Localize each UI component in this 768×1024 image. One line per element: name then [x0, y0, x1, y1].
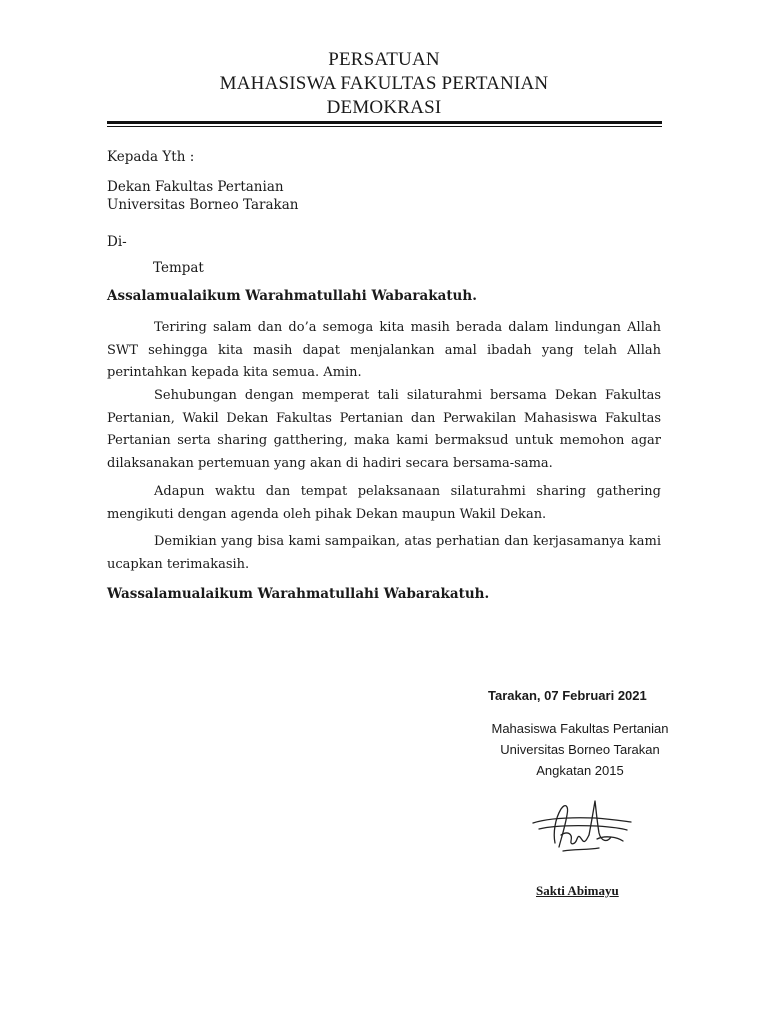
opening-salutation: Assalamualaikum Warahmatullahi Wabarakatuh.: [107, 288, 477, 304]
paragraph-1: Teriring salam dan do’a semoga kita masih berada dalam lindungan Allah SWT sehingga kita masih dapat menjalankan amal ibadah yang telah Allah perintahkan kepada kita semua. Amin.: [107, 320, 661, 380]
letterhead: [0, 48, 768, 120]
letterhead-line-2: MAHASISWA FAKULTAS PERTANIAN: [219, 73, 549, 94]
recipient-tempat: Tempat: [153, 260, 204, 276]
recipient-name-line-2: Universitas Borneo Tarakan: [107, 197, 299, 213]
signer-name: Sakti Abimayu: [536, 883, 619, 898]
header-rule-thick: [107, 121, 662, 124]
letterhead-line-3: DEMOKRASI: [326, 97, 442, 118]
closing-salutation: Wassalamualaikum Warahmatullahi Wabarakatuh.: [107, 586, 490, 602]
header-rule-thin: [107, 126, 662, 127]
recipient-name-line-1: Dekan Fakultas Pertanian: [107, 179, 284, 195]
org-line-3: Angkatan 2015: [536, 763, 624, 778]
paragraph-2: Sehubungan dengan memperat tali silaturahmi bersama Dekan Fakultas Pertanian, Wakil Dekan Fakultas Pertanian dan Perwakilan Mahasiswa Fakultas Pertanian serta sharing gatthering, maka kami bermaksud untuk memohon agar dilaksanakan pertemuan yang akan di hadiri secara bersama-sama.: [107, 388, 661, 471]
recipient-di: Di-: [107, 234, 127, 250]
org-line-1: Mahasiswa Fakultas Pertanian: [491, 721, 669, 736]
signature-organization: [480, 718, 680, 781]
paragraph-3: Adapun waktu dan tempat pelaksanaan silaturahmi sharing gathering mengikuti dengan agenda oleh pihak Dekan maupun Wakil Dekan.: [107, 484, 661, 522]
handwritten-signature: [525, 795, 635, 865]
recipient-greeting: Kepada Yth :: [107, 149, 195, 165]
letterhead-line-1: PERSATUAN: [328, 49, 440, 70]
org-line-2: Universitas Borneo Tarakan: [500, 742, 660, 757]
place-date: Tarakan, 07 Februari 2021: [488, 688, 647, 703]
paragraph-4: Demikian yang bisa kami sampaikan, atas perhatian dan kerjasamanya kami ucapkan terimakasih.: [107, 534, 661, 572]
